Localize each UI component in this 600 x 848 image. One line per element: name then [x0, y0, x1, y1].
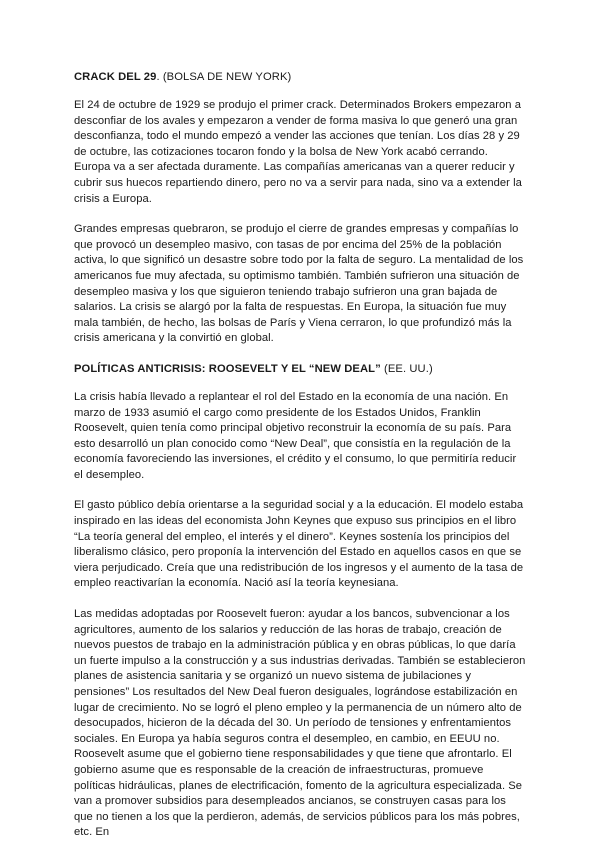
heading-bold: POLÍTICAS ANTICRISIS: ROOSEVELT Y EL “NEW DEAL”	[74, 362, 381, 375]
heading-subtitle: (EE. UU.)	[380, 362, 433, 375]
paragraph-3: La crisis había llevado a replantear el rol del Estado en la economía de una nación. En marzo de 1933 asumió el cargo como presidente de los Estados Unidos, Franklin Roosevelt, quien tenía como principal objetivo reconstruir la economía de su país. Para esto desarrolló un plan conocido como “New Deal”, que consistía en la regulación de la economía favoreciendo las inversiones, el crédito y el consumo, lo que permitiría reducir el desempleo.	[74, 390, 517, 481]
section-heading-new-deal	[74, 362, 526, 377]
heading-bold: CRACK DEL 29	[74, 71, 157, 83]
heading-subtitle: . (BOLSA DE NEW YORK)	[156, 71, 292, 83]
section-heading-crack-29	[74, 70, 526, 85]
paragraph-2: Grandes empresas quebraron, se produjo el cierre de grandes empresas y compañías lo que provocó un desempleo masivo, con tasas de por encima del 25% de la población activa, lo que significó un desastre sobre todo por la falta de seguro. La mentalidad de los americanos fue muy afectada, su optimismo también. También sufrieron una situación de desempleo masiva y los que siguieron teniendo trabajo sufrieron una gran bajada de salarios. La crisis se alargó por la falta de respuestas. En Europa, la situación fue muy mala también, de hecho, las bolsas de París y Viena cerraron, lo que profundizó más la crisis americana y la convirtió en global.	[74, 223, 524, 345]
paragraph-5: Las medidas adoptadas por Roosevelt fueron: ayudar a los bancos, subvencionar a los agricultores, aumento de los salarios y reducción de las horas de trabajo, creación de nuevos puestos de trabajo en la administración pública y en obras públicas, lo que daría un fuerte impulso a la construcción y a sus industrias derivadas. También se establecieron planes de asistencia sanitaria y se organizó un nuevo sistema de jubilaciones y pensiones” Los resultados del New Deal fueron desiguales, lográndose estabilización en lugar de crecimiento. No se logró el pleno empleo y la permanencia de un número alto de desocupados, hicieron de la década del 30. Un período de tensiones y enfrentamientos sociales. En Europa ya había seguros contra el desempleo, en cambio, en EEUU no. Roosevelt asume que el gobierno tiene responsabilidades y que tiene que afrontarlo. El gobierno asume que es responsable de la creación de infraestructuras, promueve políticas hidráulicas, planes de electrificación, fomento de la agricultura especializada. Se van a promover subsidios para desempleados ancianos, se construyen casas para los que no tienen a los que la perdieron, además, de servicios públicos para los más pobres, etc. En	[74, 608, 526, 839]
paragraph-4: El gasto público debía orientarse a la seguridad social y a la educación. El modelo estaba inspirado en las ideas del economista John Keynes que expuso sus principios en el libro “La teoría general del empleo, el interés y el dinero”. Keynes sostenía los principios del liberalismo clásico, pero proponía la intervención del Estado en aquellos casos en que se viera perjudicado. Creía que una redistribución de los ingresos y el aumento de la tasa de empleo reactivarían la economía. Nació así la teoría keynesiana.	[74, 499, 524, 590]
paragraph-1: El 24 de octubre de 1929 se produjo el primer crack. Determinados Brokers empezaron a desconfiar de los avales y empezaron a vender de forma masiva lo que generó una gran desconfianza, todo el mundo empezó a vender las acciones que tenían. Los días 28 y 29 de octubre, las cotizaciones tocaron fondo y la bolsa de New York acabó cerrando. Europa va a ser afectada duramente. Las compañías americanas van a querer reducir y cubrir sus huecos repartiendo dinero, pero no va a servir para nada, sino va a extender la crisis a Europa.	[74, 99, 522, 205]
